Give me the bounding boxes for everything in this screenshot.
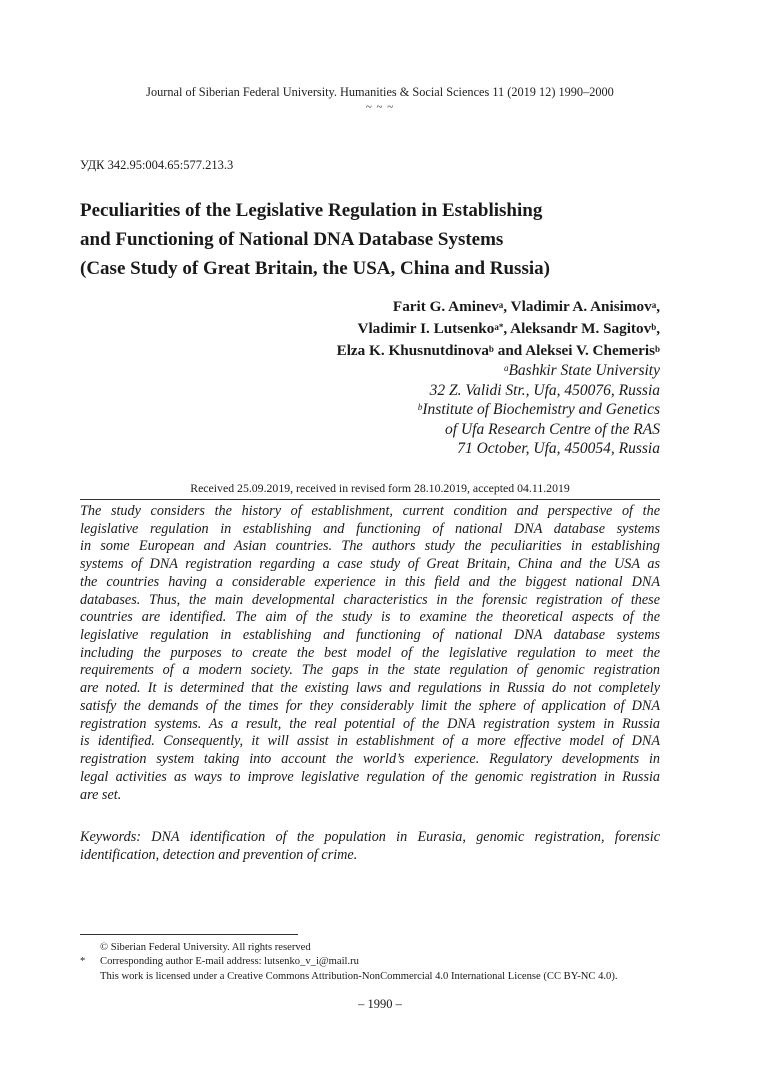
affiliation-mark: b	[488, 344, 494, 354]
affiliation-mark: a	[651, 300, 657, 310]
author-name: Elza K. Khusnutdinova	[336, 342, 489, 359]
affiliation-a-name: $^a$Bashkir State University	[503, 362, 660, 379]
affiliation-mark: b	[654, 344, 660, 354]
keywords-line: Keywords: DNA identification of the population in Eurasia, genomic registration, forensic	[80, 829, 660, 845]
abstract-line: countries are identified. The aim of the study is to examine the theoretical aspects of the	[80, 609, 660, 626]
journal-header: Journal of Siberian Federal University. Humanities & Social Sciences 11 (2019 12) 1990–2000	[146, 85, 614, 99]
author-separator: ,	[656, 298, 660, 315]
affiliation-b-address: 71 October, Ufa, 450054, Russia	[457, 440, 660, 457]
abstract-line: in some European and Asian countries. The authors study the peculiarities in establishing	[80, 538, 660, 555]
affiliation-mark: a	[498, 300, 504, 310]
affiliation-a-address: 32 Z. Validi Str., Ufa, 450076, Russia	[429, 381, 660, 399]
author-separator: and	[493, 342, 526, 359]
abstract-line: are noted. It is determined that the existing laws and regulations in Russia do not completely	[80, 680, 660, 697]
copyright-note: © Siberian Federal University. All rights reserved	[100, 942, 311, 953]
affiliation-b-name: $^b$Institute of Biochemistry and Genetics	[417, 401, 660, 418]
author-name: Aleksandr M. Sagitov	[510, 320, 652, 337]
divider	[80, 499, 660, 500]
author-line	[337, 296, 660, 318]
udk-code: УДК 342.95:004.65:577.213.3	[80, 158, 234, 172]
license-note: This work is licensed under a Creative Commons Attribution-NonCommercial 4.0 International License (CC BY-NC 4.0).	[100, 970, 618, 982]
author-separator: ,	[503, 298, 511, 315]
abstract-line: databases. Thus, the main developmental characteristics in the forensic registration of these	[80, 591, 660, 608]
affiliation-mark: a*	[494, 322, 504, 332]
keywords-line: identification, detection and prevention of crime.	[80, 846, 358, 863]
author-separator: ,	[656, 320, 660, 337]
footnote-mark: *	[80, 956, 86, 968]
abstract-line: legal activities as ways to improve legislative regulation of the genomic registration in Russia	[80, 768, 660, 785]
header-separator: ~ ~ ~	[365, 101, 395, 113]
abstract-line: systems of DNA registration regarding a case study of Great Britain, China and the USA as	[80, 556, 660, 573]
author-line	[337, 340, 660, 362]
abstract-line: satisfy the demands of the times for they considerably limit the sphere of application of DNA	[80, 697, 660, 714]
abstract-line: the countries having a considerable experience in this field and the biggest national DNA	[80, 573, 660, 590]
affiliation-mark: a	[503, 363, 509, 373]
affiliations	[418, 361, 660, 459]
footnotes	[80, 941, 680, 984]
footnote-divider	[80, 934, 298, 935]
author-list	[337, 296, 660, 362]
corresponding-author-note: * Corresponding author E-mail address: lutsenko_v_i@mail.ru	[80, 955, 680, 969]
abstract	[80, 503, 660, 804]
title-line: (Case Study of Great Britain, the USA, China and Russia)	[80, 258, 550, 279]
abstract-line: requirements of a modern society. The gaps in the state regulation of genomic registration	[80, 662, 660, 679]
received-dates: Received 25.09.2019, received in revised form 28.10.2019, accepted 04.11.2019	[190, 481, 570, 495]
page-number: – 1990 –	[358, 997, 402, 1011]
abstract-line: legislative regulation in establishing and functioning of national DNA database systems	[80, 520, 660, 537]
affiliation-mark: b	[651, 322, 657, 332]
abstract-line: legislative regulation in establishing and functioning of national DNA database systems	[80, 627, 660, 644]
abstract-line: The study considers the history of establishment, current condition and perspective of the	[80, 503, 660, 519]
keywords	[80, 829, 660, 864]
abstract-line: registration system taking into account the world’s experience. Regulatory developments in	[80, 751, 660, 768]
author-name: Aleksei V. Chemeris	[525, 342, 655, 359]
abstract-line: registration systems. As a result, the real potential of the DNA registration system in Russia	[80, 715, 660, 732]
author-name: Vladimir A. Anisimov	[510, 298, 652, 315]
title-line: and Functioning of National DNA Database Systems	[80, 229, 504, 250]
abstract-line: are set.	[80, 786, 122, 803]
title-line: Peculiarities of the Legislative Regulation in Establishing	[80, 200, 543, 221]
author-name: Farit G. Aminev	[392, 298, 499, 315]
affiliation-b-name-cont: of Ufa Research Centre of the RAS	[445, 420, 660, 438]
author-line	[337, 318, 660, 340]
abstract-line: is identified. Consequently, it will assist in establishment of a more effective model of DNA	[80, 733, 660, 750]
author-name: Vladimir I. Lutsenko	[357, 320, 495, 337]
article-title	[80, 196, 680, 283]
author-separator: ,	[503, 320, 511, 337]
abstract-line: including the purposes to create the best model of the legislative regulation to meet the	[80, 644, 660, 661]
affiliation-mark: b	[417, 402, 423, 412]
